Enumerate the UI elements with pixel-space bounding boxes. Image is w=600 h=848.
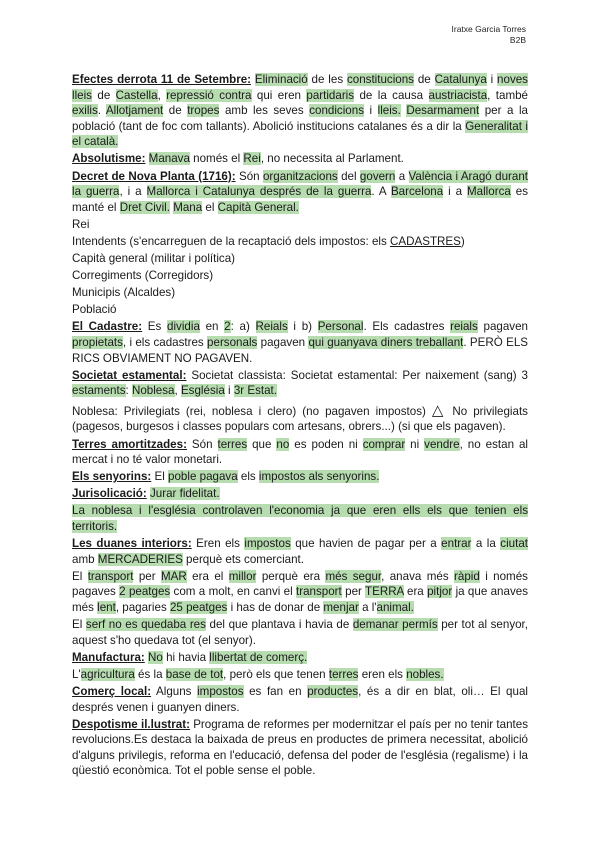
text-run: El bbox=[151, 470, 169, 484]
text-run: , bbox=[157, 88, 167, 102]
section-heading: Els senyorins: bbox=[72, 470, 152, 484]
highlighted-text: Dret Civil. bbox=[119, 200, 170, 214]
text-run: i només pagaves bbox=[72, 569, 528, 599]
text-run: , bbox=[174, 384, 181, 398]
highlighted-text: noves lleis bbox=[72, 73, 528, 102]
highlighted-text: Reials bbox=[255, 320, 288, 334]
text-run: els bbox=[237, 470, 259, 484]
text-run: , no estan al mercat i no té valor monetari. bbox=[72, 437, 529, 467]
text-run: Capità general (militar i política) bbox=[72, 252, 236, 266]
highlighted-text: pitjor bbox=[427, 585, 453, 599]
paragraph-els-senyorins bbox=[72, 469, 528, 485]
highlighted-text: Generalitat i el català. bbox=[72, 119, 529, 149]
highlighted-text: 2 peatges bbox=[119, 585, 171, 599]
highlighted-text: estaments bbox=[72, 384, 126, 398]
text-run: Programa de reformes per modernitzar el país per no tenir tantes revolucions.Es destaca la baixada de preus en productes de primera necessitat, abolició d'alguns privilegis, reforma en l'educació, defensa del poder de l'església (regalisme) i la qüestió econòmica. Tot el poble sense el poble. bbox=[72, 717, 528, 778]
text-run: pagaven bbox=[477, 320, 528, 334]
highlighted-text: Eliminació bbox=[254, 73, 308, 86]
text-run: , però els que tenen bbox=[223, 667, 329, 681]
paragraph-societat-estamental bbox=[72, 368, 528, 399]
text-run: eren els bbox=[358, 667, 407, 681]
text-run: El bbox=[72, 618, 86, 632]
highlighted-text: impostos als senyorins. bbox=[258, 470, 380, 484]
text-run: , és a dir en blat, oli… El qual després venen i guanyen diners. bbox=[72, 684, 528, 714]
paragraph-jurisolicacio bbox=[72, 486, 528, 502]
text-run: era el bbox=[186, 569, 229, 583]
text-run: de bbox=[91, 88, 116, 102]
highlighted-text: repressió contra bbox=[166, 88, 252, 102]
paragraph-comerc-local bbox=[72, 684, 528, 715]
author-name: Iratxe Garcia Torres bbox=[451, 24, 526, 34]
highlighted-text: no bbox=[276, 437, 290, 451]
triangle-symbol: △ bbox=[431, 401, 447, 419]
text-run: a l' bbox=[358, 601, 377, 614]
text-run: , també bbox=[487, 88, 528, 102]
text-run: perquè ets comerciant. bbox=[182, 552, 304, 566]
highlighted-text: Rei bbox=[243, 152, 261, 166]
highlighted-text: millor bbox=[228, 569, 257, 583]
paragraph-duanes-interiors bbox=[72, 536, 528, 567]
paragraph-noblesa-privilegiats bbox=[72, 403, 528, 435]
text-run: pagaven bbox=[257, 336, 309, 349]
highlighted-text: 25 peatges bbox=[169, 601, 228, 614]
text-run: Alguns bbox=[151, 684, 198, 698]
highlighted-text: llibertat de comerç. bbox=[209, 650, 308, 664]
highlighted-text: poble pagava bbox=[168, 470, 238, 484]
text-run: amb les seves bbox=[219, 104, 310, 118]
text-run: de la causa bbox=[354, 88, 429, 102]
text-run: el bbox=[202, 200, 218, 214]
section-heading: Terres amortitzades: bbox=[72, 437, 187, 451]
text-run: : a) bbox=[230, 320, 256, 334]
highlighted-text: Mallorca bbox=[467, 185, 511, 199]
text-run: per a la població (tant de foc com tallants). Abolició institucions catalanes és a dir la bbox=[72, 104, 528, 133]
highlighted-text: agricultura bbox=[80, 667, 135, 681]
highlighted-text: austriacista bbox=[428, 88, 488, 102]
text-run: Municipis (Alcaldes) bbox=[72, 286, 176, 300]
paragraph-transport bbox=[72, 569, 528, 616]
highlighted-text: lleis. bbox=[377, 104, 401, 118]
highlighted-text: comprar bbox=[362, 437, 406, 451]
highlighted-text: qui guanyava diners treballant bbox=[308, 336, 464, 349]
text-run: i bbox=[364, 104, 378, 118]
paragraph-serf bbox=[72, 617, 528, 648]
highlighted-text: transport bbox=[87, 569, 134, 583]
text-run: i has de donar de bbox=[227, 601, 324, 614]
paragraph-despotisme-illustrat bbox=[72, 717, 528, 779]
text-run: ni bbox=[405, 437, 425, 451]
highlighted-text: productes bbox=[307, 684, 359, 698]
highlighted-text: terres bbox=[328, 667, 359, 681]
list-item-rei bbox=[72, 217, 528, 233]
highlighted-text: ciutat bbox=[500, 537, 528, 551]
text-run: Són bbox=[235, 169, 263, 183]
text-run: . bbox=[97, 104, 106, 118]
section-heading: Absolutisme: bbox=[72, 152, 146, 166]
text-run: de les bbox=[307, 73, 347, 86]
text-run: com a molt, en canvi el bbox=[170, 585, 297, 599]
list-item-intendents bbox=[72, 234, 528, 250]
highlighted-text: Jurar fidelitat. bbox=[149, 487, 220, 501]
highlighted-text: MAR bbox=[161, 569, 187, 583]
section-heading: Manufactura: bbox=[72, 650, 145, 664]
text-run: del bbox=[337, 169, 360, 183]
underlined-text: CADASTRES bbox=[390, 234, 461, 248]
text-run: , i a bbox=[119, 185, 147, 199]
text-run: a bbox=[395, 169, 409, 183]
section-heading: Les duanes interiors: bbox=[72, 537, 192, 551]
text-run: per tot al senyor, aquest s'ho quedava tot (el senyor). bbox=[72, 618, 529, 647]
highlighted-text: València i Aragó durant la guerra bbox=[72, 169, 528, 199]
text-run: per bbox=[133, 569, 162, 583]
paragraph-cadastre bbox=[72, 319, 528, 366]
text-run: i bbox=[486, 73, 498, 86]
text-run: Corregiments (Corregidors) bbox=[72, 269, 214, 283]
highlighted-text: Castella bbox=[115, 88, 158, 102]
paragraph-noblesa-esglesia bbox=[72, 503, 528, 534]
text-run: , pagaries bbox=[115, 601, 170, 614]
list-item-municipis bbox=[72, 285, 528, 301]
highlighted-text: 3r Estat. bbox=[233, 384, 277, 398]
highlighted-text: base de tot bbox=[165, 667, 224, 681]
text-run: que havien de pagar per a bbox=[290, 537, 442, 551]
highlighted-text: 2 bbox=[224, 320, 231, 334]
text-run: amb bbox=[72, 552, 98, 566]
text-run: en bbox=[199, 320, 225, 334]
highlighted-text: personals bbox=[207, 336, 258, 349]
page-header bbox=[452, 24, 526, 46]
text-run: del que plantava i havia de bbox=[205, 618, 353, 632]
text-run: ja que anaves més bbox=[72, 585, 528, 614]
text-run: . A bbox=[371, 185, 391, 199]
highlighted-text: TERRA bbox=[365, 585, 404, 599]
list-item-corregiments bbox=[72, 268, 528, 284]
text-run: hi havia bbox=[162, 650, 210, 664]
highlighted-text: exilis bbox=[72, 104, 98, 118]
highlighted-text: MERCADERIES bbox=[97, 552, 183, 566]
highlighted-text: govern bbox=[359, 169, 396, 183]
highlighted-text: Capità General. bbox=[217, 200, 299, 214]
text-run: Intendents (s'encarreguen de la recaptació dels impostos: els bbox=[72, 234, 391, 248]
highlighted-text: partidaris bbox=[306, 88, 355, 102]
highlighted-text: ràpid bbox=[454, 569, 480, 583]
text-run: i bbox=[224, 384, 234, 398]
section-heading: Societat estamental: bbox=[72, 368, 187, 382]
text-run: a la bbox=[471, 537, 501, 551]
text-run: era bbox=[403, 585, 428, 599]
highlighted-text: tropes bbox=[187, 104, 220, 118]
highlighted-text: serf no es quedaba res bbox=[85, 618, 206, 632]
text-run: ) bbox=[460, 234, 465, 248]
document-body bbox=[72, 72, 528, 781]
text-run: El bbox=[72, 569, 88, 583]
text-run: , anava més bbox=[381, 569, 455, 583]
text-run: L' bbox=[72, 667, 81, 681]
text-run: . Els cadastres bbox=[363, 320, 451, 334]
text-run: que bbox=[247, 437, 277, 451]
highlighted-text: transport bbox=[296, 585, 342, 599]
highlighted-text: organitzacions bbox=[262, 169, 338, 183]
text-run: Societat classista: Societat estamental: Per naixement (sang) 3 bbox=[186, 368, 528, 382]
text-run: de bbox=[413, 73, 435, 86]
highlighted-text: impostos bbox=[244, 537, 291, 551]
highlighted-text: No bbox=[148, 650, 163, 664]
text-run: es fan en bbox=[243, 684, 308, 698]
text-run: Eren els bbox=[191, 537, 245, 551]
highlighted-text: propietats bbox=[72, 336, 123, 349]
highlighted-text: condicions bbox=[309, 104, 364, 118]
section-heading: Decret de Nova Planta (1716): bbox=[72, 169, 236, 183]
highlighted-text: Barcelona bbox=[390, 185, 444, 199]
highlighted-text: animal. bbox=[376, 601, 414, 614]
highlighted-text: nobles. bbox=[406, 667, 444, 681]
highlighted-text: menjar bbox=[323, 601, 359, 614]
text-run: perquè era bbox=[256, 569, 326, 583]
paragraph-decret-nova-planta bbox=[72, 169, 528, 216]
highlighted-text: entrar bbox=[441, 537, 472, 551]
section-heading: El Cadastre: bbox=[72, 320, 143, 334]
text-run: : bbox=[125, 384, 132, 398]
highlighted-text: Catalunya bbox=[434, 73, 487, 86]
highlighted-text: Mallorca i Catalunya després de la guerra bbox=[146, 185, 372, 199]
highlighted-text: lent bbox=[97, 601, 116, 614]
highlighted-text: impostos bbox=[197, 684, 244, 698]
highlighted-text: més segur bbox=[325, 569, 382, 583]
text-run: No privilegiats (pagesos, burgesos i classes populars com artesans, obrers...) (si que els pagaven). bbox=[72, 404, 528, 434]
paragraph-efectes-derrota bbox=[72, 72, 528, 150]
highlighted-text: Església bbox=[180, 384, 225, 398]
text-run: Rei bbox=[72, 217, 90, 231]
text-run: qui eren bbox=[251, 88, 307, 102]
list-item-capita-general bbox=[72, 251, 528, 267]
highlighted-text: demanar permís bbox=[352, 618, 438, 632]
section-heading: Comerç local: bbox=[72, 684, 152, 698]
text-run: es poden ni bbox=[289, 437, 363, 451]
class-group: B2B bbox=[509, 35, 526, 45]
paragraph-agricultura bbox=[72, 667, 528, 683]
text-run: només el bbox=[189, 152, 244, 166]
section-heading: Despotisme il.lustrat: bbox=[72, 717, 190, 731]
text-run: , i els cadastres bbox=[122, 336, 208, 349]
highlighted-text: Manava bbox=[148, 152, 190, 166]
highlighted-text: Mana bbox=[173, 200, 203, 214]
highlighted-text: terres bbox=[217, 437, 248, 451]
highlighted-text: Personal bbox=[317, 320, 364, 334]
text-run: , no necessita al Parlament. bbox=[260, 152, 404, 166]
text-run: és la bbox=[134, 667, 166, 681]
paragraph-terres-amortitzades bbox=[72, 437, 528, 468]
text-run: Es bbox=[142, 320, 168, 334]
text-run: es manté el bbox=[72, 185, 528, 214]
highlighted-text: Allotjament bbox=[105, 104, 164, 118]
text-run: de bbox=[163, 104, 188, 118]
section-heading: Jurisolicació: bbox=[72, 487, 147, 501]
highlighted-text: constitucions bbox=[346, 73, 414, 86]
paragraph-absolutisme bbox=[72, 151, 528, 167]
section-heading: Efectes derrota 11 de Setembre: bbox=[72, 73, 252, 86]
highlighted-text: La noblesa i l'església controlaven l'economia ja que eren ells els que tenien els territoris. bbox=[72, 504, 528, 534]
highlighted-text: Noblesa bbox=[131, 384, 175, 398]
text-run: . PERÒ ELS RICS OBVIAMENT NO PAGAVEN. bbox=[72, 336, 528, 365]
highlighted-text: Desarmament bbox=[406, 104, 480, 118]
text-run: Noblesa: Privilegiats (rei, noblesa i clero) (no pagaven impostos) bbox=[72, 404, 432, 418]
text-run: Població bbox=[72, 303, 117, 317]
text-run: i a bbox=[443, 185, 467, 199]
text-run: per bbox=[341, 585, 365, 599]
text-run: i b) bbox=[287, 320, 318, 334]
text-run: Són bbox=[186, 437, 218, 451]
highlighted-text: vendre bbox=[424, 437, 460, 451]
list-item-poblacio bbox=[72, 302, 528, 318]
paragraph-manufactura bbox=[72, 650, 528, 666]
highlighted-text: dividia bbox=[167, 320, 200, 334]
highlighted-text: reials bbox=[450, 320, 478, 334]
